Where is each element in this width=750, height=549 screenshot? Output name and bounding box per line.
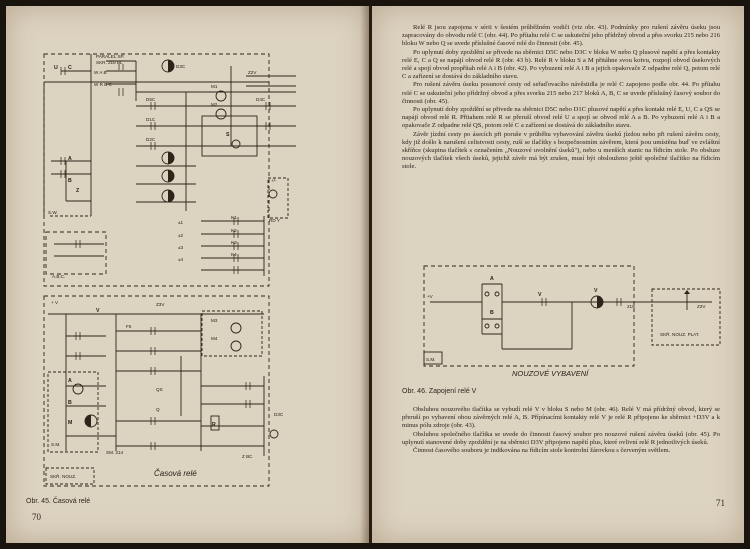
- paragraph: Závěr jízdní cesty po ásecích při poruše v průběhu vybavování závěru úseků jízdou nebo při rušení závěru cesty, kdy již došlo k narušení celistvosti cesty, ruší se tlačítky s bezpečnostním závěrem, která jsou umístěna buď ve zvláštní skříňce (skupina tlačítek s označením „Nouzové uvolnění úseků"), nebo u menších stanic na řídicím stole. Po obsluze nouzových tlačítek všech úseků, jejichž závěr má být zrušen, musí být obslouženo ještě společné tlačítko na řídicím stole.: [402, 130, 720, 171]
- label-rdk: RD Y: [269, 218, 280, 223]
- label-d3c-b: D3C: [274, 412, 284, 417]
- label-s: S: [226, 132, 230, 138]
- label-n1: ±1: [178, 220, 184, 225]
- label-b2: B: [68, 400, 72, 406]
- paragraph: Obsluhou nouzového tlačítka se vybudí relé V v bloku S nebo M (obr. 46). Relé V má přídržný obvod, který se přeruší po vybavení obou závěrných relé A, B. Přípínacími kontakty relé V je relé R připojeno ke sběrnici +D3V a k minus pólu zdroje (obr. 43).: [402, 406, 720, 430]
- paragraph: Činnost časového souboru je indikována na řídicím stole kontrolní žárovkou s červeným světlem.: [413, 447, 671, 455]
- label-w-ab: W A B: [94, 70, 107, 75]
- label-qs: QS: [156, 387, 163, 392]
- body-text-bottom: [402, 406, 720, 455]
- label-a: A: [68, 156, 72, 162]
- label-b: B: [68, 178, 72, 184]
- paragraph: Relé R jsou zapojena v sérii v šestém průběžném vodiči (viz obr. 43). Podmínky pro rušení závěru úseku jsou zapracovány do obvodu relé C (obr. 44). Po přítahu relé C se uskuteční jeho přídržný obvod a přes svorku 215 nebo 216 bloku W nebo Q se uvede příslušné časové relé do činnosti (obr. 45).: [402, 24, 720, 48]
- label-q: Q: [156, 407, 160, 412]
- label-n2: ±2: [178, 233, 184, 238]
- label-z: Z: [76, 188, 80, 194]
- label-v2: V: [594, 288, 598, 294]
- label-k4: K4: [231, 252, 237, 257]
- relay-v-schematic: [372, 264, 744, 384]
- figure-caption-46: Obr. 46. Zapojení relé V: [402, 388, 477, 395]
- diagram-title-nouzove: NOUZOVÉ VYBAVENÍ: [512, 369, 589, 378]
- label-zbc: Z BC: [242, 454, 253, 459]
- page-number-left: 70: [32, 512, 41, 522]
- relay-schematic-time-relays: [6, 6, 369, 543]
- label-b: B: [490, 310, 494, 316]
- label-z3v: Z3V: [697, 304, 706, 309]
- label-m4: M4: [211, 336, 218, 341]
- label-u: U: [54, 65, 58, 71]
- label-k1: K1: [231, 215, 237, 220]
- label-d1c: D1C: [146, 117, 156, 122]
- label-r-box: R: [212, 422, 216, 428]
- page-number-right: 71: [716, 498, 725, 508]
- label-s1: SM. 214: [106, 450, 124, 455]
- paragraph: Po uplynutí doby zpoždění se přivede na sběrnici D5C nebo D3C v bloku W nebo Q plusové napětí a přes kontakty relé E, C a Q se napájí obvod relé R (obr. 43 b). Relé R v bloku S a M přitáhne svou kotvu, rozpojí obvod úsekových relé a spojí obvod propřítah relé A i B (obr. 42). Po vybuzení relé A i B a jejich opakovače Z odpadne relé Q, potom relé C a zařízení se dostává do základního stavu.: [402, 48, 720, 81]
- label-k2: K2: [231, 228, 237, 233]
- label-m1: M1: [211, 84, 218, 89]
- label-n3: ±3: [178, 245, 184, 250]
- label-plus-minus: +/-: [271, 178, 277, 183]
- label-n4: ±4: [178, 257, 184, 262]
- label-terminal: 219: [627, 304, 635, 309]
- label-m: M: [68, 420, 73, 426]
- label-skr-nouz: SKŘ. NOUZ. PLAT.: [660, 332, 700, 337]
- label-plus-v: +V: [427, 294, 433, 299]
- label-v: V: [96, 308, 100, 314]
- paragraph: Pro rušení závěru úseku posunové cesty od seřaďovacího návěstidla je relé C zapojeno podle obr. 44. Po přítahu relé C se uskuteční jeho přídržný obvod a přes svorku 215 nebo 217 bloků A, B, C se uvede příslušný časový soubor do činnosti (obr. 45).: [402, 81, 720, 105]
- label-f5: F5: [126, 324, 132, 329]
- label-sw: S.W.: [48, 210, 58, 215]
- right-page: [372, 6, 744, 543]
- label-sm: S.M.: [426, 357, 436, 362]
- label-v: V: [538, 292, 542, 298]
- paragraph: Obsluhou společného tlačítka se uvede do činnosti časový soubor pro nouzové rušení závěru úseků (obr. 45). Po uplynutí stanovené doby zpoždění je na sběrnici D3V připojeno napětí plus, které ovlivní relé R jednotlivých úseků.: [402, 430, 720, 446]
- label-abc: A.B.C.: [52, 274, 66, 279]
- label-d3c: D3C: [176, 64, 186, 69]
- left-page: [6, 6, 369, 543]
- label-plus-v: + V: [51, 300, 59, 305]
- label-a: A: [490, 276, 494, 282]
- label-z2v: Z2V: [248, 70, 257, 75]
- label-k3: K3: [231, 240, 237, 245]
- label-d4c: D4C: [256, 97, 266, 102]
- label-d2c: D2C: [146, 137, 156, 142]
- label-w-rbc: W R B C: [94, 82, 112, 87]
- label-paral: PARALEL SP.: [96, 54, 125, 59]
- label-m2: M2: [211, 102, 218, 107]
- paragraph: Po uplynutí doby zpoždění se přivede na sběrnici D5C nebo D1C plusové napětí a přes kontakt relé E, U, C a QS se napájí obvod relé R. Přitahem relé R se přeruší obvod relé U a spojí se obvod relé A a B. Po vybuzení relé A i B a opakovače Z odpadne relé QS, potom relé C a zařízení se dostává do základního stavu.: [402, 106, 720, 130]
- diagram-title: Časová relé: [154, 469, 197, 478]
- label-sm: S.M.: [51, 442, 61, 447]
- label-a2: A: [68, 378, 72, 384]
- label-z3v: Z3V: [156, 302, 165, 307]
- label-c: C: [68, 65, 72, 71]
- label-d5c: D5C: [146, 97, 156, 102]
- label-m3: M3: [211, 318, 218, 323]
- label-skr-nouz: SKŘ. NOUZ.: [50, 474, 77, 479]
- figure-caption-45: Obr. 45. Časová relé: [26, 498, 91, 505]
- body-text-top: [402, 24, 720, 172]
- label-skr: SKR. 216 BL: [96, 60, 123, 65]
